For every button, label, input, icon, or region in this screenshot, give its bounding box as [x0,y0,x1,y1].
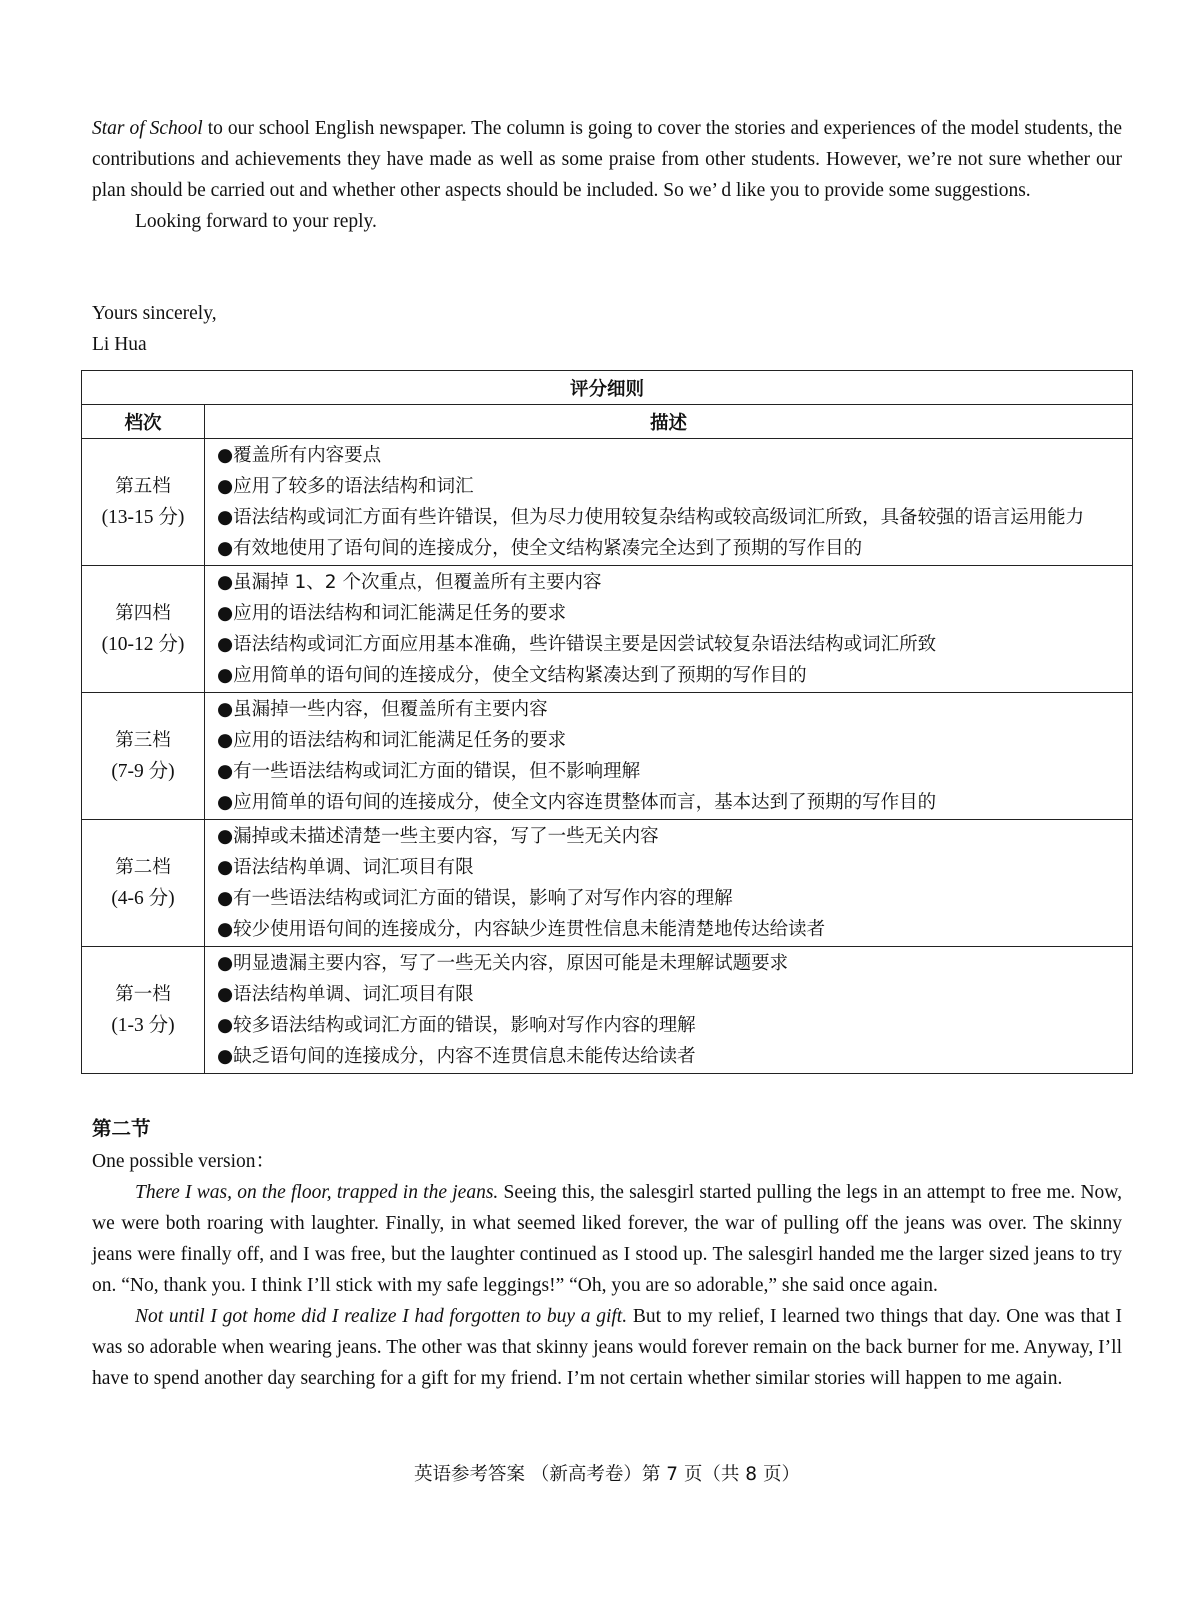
bullet-icon: ● [217,888,234,909]
bullet-icon: ● [217,476,234,497]
bullet-icon: ● [217,572,234,593]
bullet-icon: ● [217,984,234,1005]
criterion-text: 缺乏语句间的连接成分，内容不连贯信息未能传达给读者 [233,1046,696,1067]
level-name: 第一档 [115,984,171,1005]
bullet-icon: ● [217,792,234,813]
criterion-item [217,787,1124,818]
criterion-text: 语法结构单调、词汇项目有限 [233,984,474,1005]
level-cell [82,566,205,693]
bullet-icon: ● [217,538,234,559]
criterion-item [217,725,1124,756]
looking-forward-line: Looking forward to your reply. [135,211,377,232]
criterion-text: 漏掉或未描述清楚一些主要内容，写了一些无关内容 [233,826,659,847]
letter-paragraph-text: to our school English newspaper. The column is going to cover the stories and experiences of the model students, the contributions and achievements they have made as well as some praise from other students. However, we’re not sure whether our plan should be carried out and whether other aspects should be included. So we’ d like you to provide some suggestions. [92,118,1123,201]
rubric-rows [82,439,1133,1074]
criterion-text: 应用了较多的语法结构和词汇 [233,476,474,497]
column-name: Star of School [92,118,203,139]
criterion-text: 语法结构或词汇方面应用基本准确，些许错误主要是因尝试较复杂语法结构或词汇所致 [233,634,937,655]
salutation: Yours sincerely, [92,303,217,324]
criterion-text: 虽漏掉一些内容，但覆盖所有主要内容 [233,699,548,720]
criterion-item [217,756,1124,787]
rubric-row [82,693,1133,820]
rubric-row [82,566,1133,693]
level-column-header: 档次 [82,405,205,439]
criterion-item [217,629,1124,660]
version-label: One possible version： [92,1151,276,1172]
level-cell [82,947,205,1074]
bullet-icon: ● [217,699,234,720]
level-score-range: (4-6 分) [111,888,175,909]
criterion-text: 覆盖所有内容要点 [233,445,382,466]
criterion-item [217,471,1124,502]
criterion-text: 应用简单的语句间的连接成分，使全文内容连贯整体而言，基本达到了预期的写作目的 [233,792,937,813]
bullet-icon: ● [217,761,234,782]
level-cell [82,820,205,947]
rubric-row [82,820,1133,947]
bullet-icon: ● [217,603,234,624]
rubric-title: 评分细则 [82,371,1133,405]
level-score-range: (1-3 分) [111,1015,175,1036]
criterion-text: 应用的语法结构和词汇能满足任务的要求 [233,603,567,624]
criterion-item [217,660,1124,691]
rubric-row [82,947,1133,1074]
description-cell [205,693,1133,820]
bullet-icon: ● [217,730,234,751]
criterion-text: 虽漏掉 1、2 个次重点，但覆盖所有主要内容 [233,572,602,593]
description-cell [205,820,1133,947]
level-name: 第三档 [115,730,171,751]
criterion-text: 应用的语法结构和词汇能满足任务的要求 [233,730,567,751]
essay-paragraph-1 [92,1177,1122,1301]
essay-paragraph-1-text: Seeing this, the salesgirl started pulling the legs in an attempt to free me. Now, we were both roaring with laughter. Finally, in what seemed liked forever, the war of pulling off the jeans was over. The skinny jeans were finally off, and I was free, but the laughter continued as I stood up. The salesgirl handed me the larger sized jeans to try on. “No, thank you. I think I’ll stick with my safe leggings!” “Oh, you are so adorable,” she said once again. [92,1182,1122,1296]
criterion-item [217,852,1124,883]
level-name: 第五档 [115,476,171,497]
criterion-item [217,914,1124,945]
level-score-range: (13-15 分) [101,507,185,528]
criterion-item [217,567,1124,598]
model-essay [92,1177,1122,1394]
criterion-text: 较少使用语句间的连接成分，内容缺少连贯性信息未能清楚地传达给读者 [233,919,826,940]
criterion-item [217,440,1124,471]
level-cell [82,439,205,566]
description-column-header: 描述 [205,405,1133,439]
level-score-range: (10-12 分) [101,634,185,655]
section-heading: 第二节 [92,1117,151,1140]
given-sentence-2: Not until I got home did I realize I had forgotten to buy a gift. [135,1306,628,1327]
criterion-text: 有一些语法结构或词汇方面的错误，影响了对写作内容的理解 [233,888,733,909]
criterion-item [217,1010,1124,1041]
level-name: 第二档 [115,857,171,878]
scoring-rubric-table [81,370,1133,1074]
bullet-icon: ● [217,634,234,655]
criterion-text: 语法结构或词汇方面有些许错误，但为尽力使用较复杂结构或较高级词汇所致，具备较强的语言运用能力 [233,507,1085,528]
letter-body [92,113,1122,237]
bullet-icon: ● [217,665,234,686]
description-cell [205,566,1133,693]
bullet-icon: ● [217,953,234,974]
criterion-item [217,502,1124,533]
criterion-text: 语法结构单调、词汇项目有限 [233,857,474,878]
criterion-item [217,821,1124,852]
criterion-text: 应用简单的语句间的连接成分，使全文结构紧凑达到了预期的写作目的 [233,665,807,686]
given-sentence-1: There I was, on the floor, trapped in the jeans. [135,1182,499,1203]
criterion-item [217,694,1124,725]
letter-paragraph [92,113,1122,206]
criterion-item [217,883,1124,914]
signature-name: Li Hua [92,334,147,355]
bullet-icon: ● [217,919,234,940]
criterion-text: 有效地使用了语句间的连接成分，使全文结构紧凑完全达到了预期的写作目的 [233,538,863,559]
criterion-text: 明显遗漏主要内容，写了一些无关内容，原因可能是未理解试题要求 [233,953,789,974]
description-cell [205,947,1133,1074]
level-score-range: (7-9 分) [111,761,175,782]
rubric-row [82,439,1133,566]
criterion-item [217,1041,1124,1072]
criterion-item [217,948,1124,979]
bullet-icon: ● [217,1046,234,1067]
description-cell [205,439,1133,566]
bullet-icon: ● [217,857,234,878]
bullet-icon: ● [217,826,234,847]
page-footer: 英语参考答案 （新高考卷）第 7 页（共 8 页） [414,1464,800,1485]
criterion-item [217,979,1124,1010]
criterion-text: 有一些语法结构或词汇方面的错误，但不影响理解 [233,761,641,782]
bullet-icon: ● [217,1015,234,1036]
letter-closing [92,298,217,360]
level-cell [82,693,205,820]
level-name: 第四档 [115,603,171,624]
criterion-text: 较多语法结构或词汇方面的错误，影响对写作内容的理解 [233,1015,696,1036]
essay-paragraph-2-text: But to my relief, I learned two things that day. One was that I was so adorable when wearing jeans. The other was that skinny jeans would forever remain on the back burner for me. Anyway, I’ll have to spend another day searching for a gift for my friend. I’m not certain whether similar stories will happen to me again. [92,1306,1122,1389]
bullet-icon: ● [217,445,234,466]
criterion-item [217,533,1124,564]
criterion-item [217,598,1124,629]
essay-paragraph-2 [92,1301,1122,1394]
bullet-icon: ● [217,507,234,528]
